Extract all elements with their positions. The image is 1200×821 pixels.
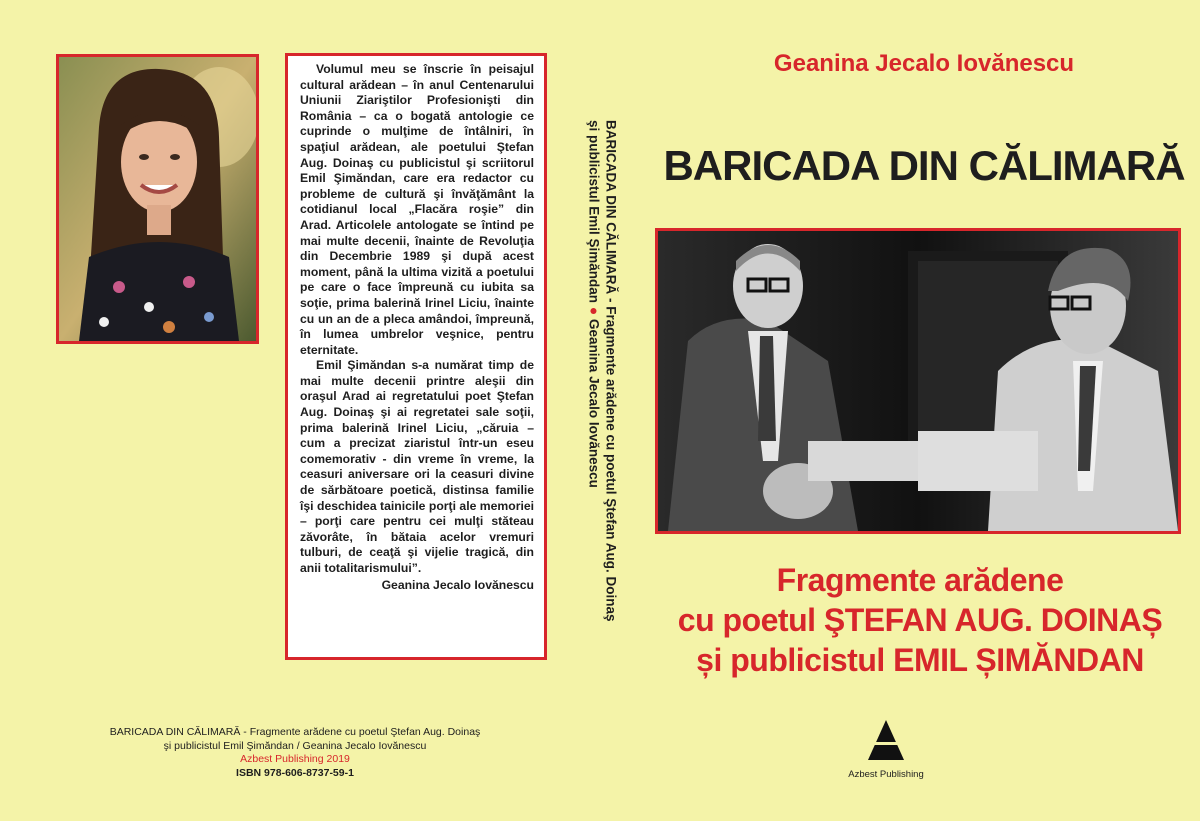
- spine-line-2-part-2: Geanina Jecalo Iovănescu: [586, 319, 602, 488]
- blurb-paragraph-2: Emil Şimăndan s-a numărat timp de mai multe decenii printre aleşii din oraşul Arad ai regretatului poet Ştefan Aug. Doinaş şi ai regretatei sale soţii, prima balerină Irinel Liciu, „căruia – cum a precizat ziaristul într-un eseu comemorativ - din vreme în vreme, la ceasuri aniversare ori la ceasuri divine de sărbătoare poetică, distinsa familie îşi deschidea tainicile porţi ale memoriei – porţi care pentru cei mulţi stăteau zăvorâte, în bătaia acelor vremuri tulburi, de ceaţă şi vijelie tragică, din anii totalitarismului”.: [300, 358, 534, 575]
- back-cover-blurb: [285, 53, 547, 660]
- author-portrait-image: [59, 57, 256, 341]
- colophon: [60, 726, 530, 780]
- two-men-photo-image: [658, 231, 1178, 531]
- spine-line-2: [586, 120, 603, 720]
- colophon-line-1: BARICADA DIN CĂLIMARĂ - Fragmente arădene cu poetul Ştefan Aug. Doinaş: [109, 726, 481, 738]
- spine-dot-icon: ●: [586, 306, 603, 316]
- colophon-publisher: Azbest Publishing 2019: [240, 753, 350, 765]
- subtitle-line-2: cu poetul ŞTEFAN AUG. DOINAȘ: [677, 602, 1163, 638]
- spine-text: [586, 120, 619, 720]
- spine-line-1: BARICADA DIN CĂLIMARĂ - Fragmente arădene cu poetul Ştefan Aug. Doinaş: [603, 120, 619, 622]
- blurb-signature: Geanina Jecalo Iovănescu: [381, 577, 534, 592]
- front-cover-photo: [655, 228, 1181, 534]
- colophon-isbn: ISBN 978-606-8737-59-1: [236, 766, 354, 779]
- subtitle-line-1: Fragmente arădene: [776, 562, 1064, 598]
- front-author-name: Geanina Jecalo Iovănescu: [773, 50, 1075, 77]
- front-title: BARICADA DIN CĂLIMARĂ: [663, 142, 1185, 189]
- blurb-paragraph-1: Volumul meu se înscrie în peisajul cultural arădean – în anul Centenarului Uniunii Ziariştilor Profesionişti din România – ca o bogată antologie ce cuprinde o mulţime de întâlniri, în spaţiul arădean, ale poetului Ştefan Aug. Doinaş cu publicistul şi scriitorul Emil Şimăndan, care era redactor cu probleme de cultură şi învăţământ la cotidianul local „Flacăra roşie” din Arad. Articolele antologate se întind pe mai multe decenii, înainte de Revoluţia din Decembrie 1989 şi după acest moment, până la ultima vizită a poetului pe care o face împreună cu iubita sa soţie, prima balerină Irinel Liciu, înainte cu un an de a pleca amândoi, împreună, în lumea umbrelor veşnice, pentru eternitate.: [300, 62, 534, 357]
- subtitle-line-3: și publicistul EMIL ȘIMĂNDAN: [696, 642, 1144, 678]
- publisher-logo: [840, 718, 932, 780]
- author-photo: [56, 54, 259, 344]
- front-subtitle: [640, 560, 1200, 680]
- book-spine: [586, 100, 618, 740]
- publisher-name: Azbest Publishing: [848, 769, 924, 780]
- triangle-logo-icon: [866, 718, 906, 762]
- colophon-line-2: şi publicistul Emil Şimăndan / Geanina Jecalo Iovănescu: [163, 739, 427, 752]
- spine-line-2-part-1: şi publicistul Emil Şimăndan: [586, 120, 602, 304]
